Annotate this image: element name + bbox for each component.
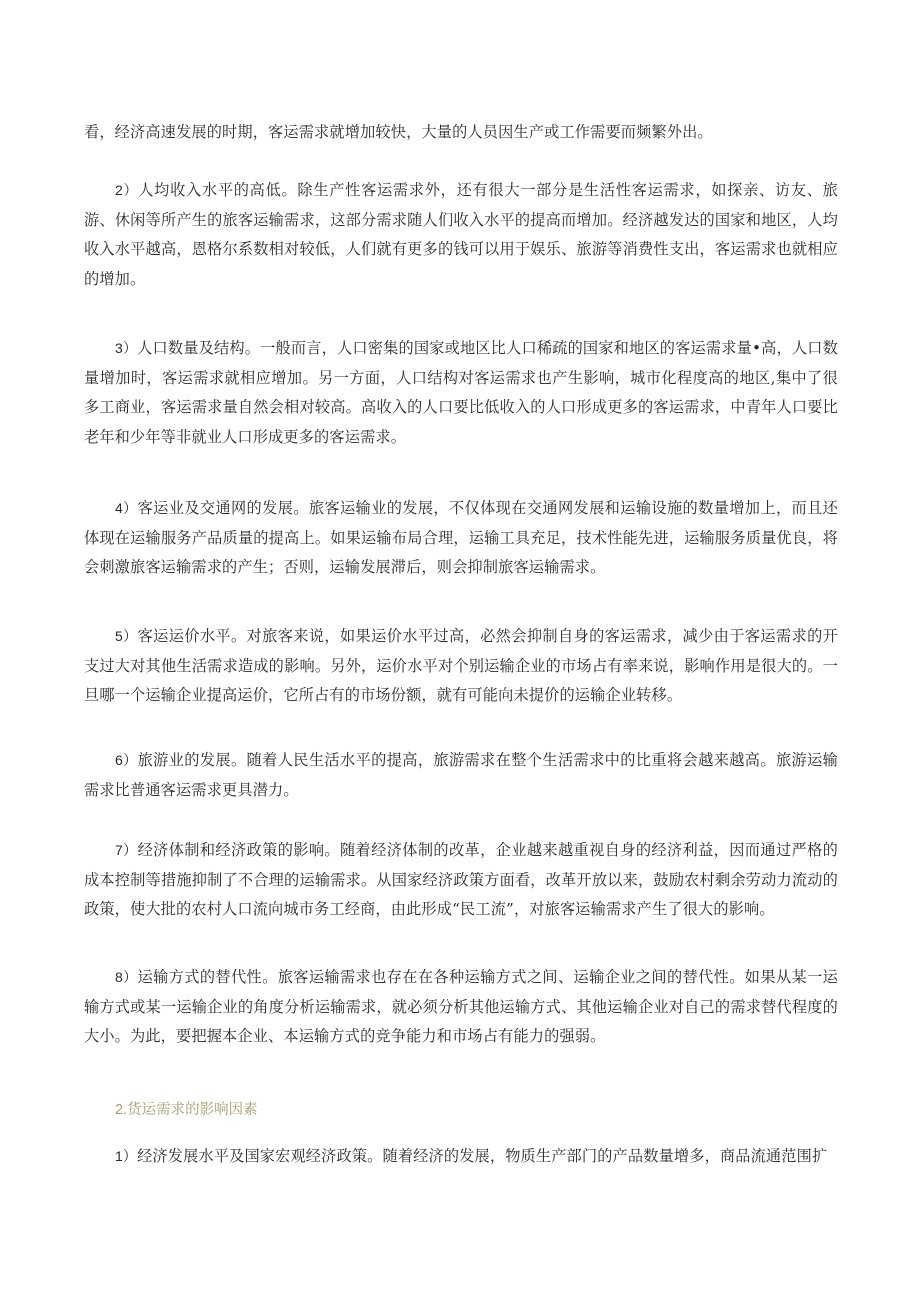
paragraph-item-8: 8）运输方式的替代性。旅客运输需求也存在在各种运输方式之间、运输企业之间的替代性。如果从某一运输方式或某一运输企业的角度分析运输需求，就必须分析其他运输方式、其他运输企业对自己的需求替代程度的大小。为此，要把握本企业、本运输方式的竞争能力和市场占有能力的强弱。 — [84, 968, 839, 1045]
section-heading: 2.货运需求的影响因素 — [115, 1102, 258, 1118]
paragraph-item-3: 3）人口数量及结构。一般而言，人口密集的国家或地区比人口稀疏的国家和地区的客运需求量•高，人口数量增加时，客运需求就相应增加。另一方面，人口结构对客运需求也产生影响，城市化程度高的地区,集中了很多工商业，客运需求量自然会相对较高。高收入的人口要比低收入的人口形成更多的客运需求，中青年人口要比老年和少年等非就业人口形成更多的客运需求。 — [84, 339, 838, 446]
item-number: 5） — [115, 628, 138, 644]
item-number: 2） — [115, 182, 139, 198]
item-number: 7） — [115, 842, 138, 858]
paragraph-item-6: 6）旅游业的发展。随着人民生活水平的提高，旅游需求在整个生活需求中的比重将会越来越高。旅游运输需求比普通客运需求更具潜力。 — [84, 751, 839, 799]
item-number: 8） — [115, 969, 138, 985]
paragraph-item-4: 4）客运业及交通网的发展。旅客运输业的发展，不仅体现在交通网发展和运输设施的数量增加上，而且还体现在运输服务产品质量的提高上。如果运输布局合理，运输工具充足，技术性能先进，运输服务质量优良，将会刺激旅客运输需求的产生；否则，运输发展滞后，则会抑制旅客运输需求。 — [84, 499, 839, 576]
paragraph-item-2: 2）人均收入水平的高低。除生产性客运需求外，还有很大一部分是生活性客运需求，如探亲、访友、旅游、休闲等所产生的旅客运输需求，这部分需求随人们收入水平的提高而增加。经济越发达的国家和地区，人均收入水平越高，恩格尔系数相对较低，人们就有更多的钱可以用于娱乐、旅游等消费性支出，客运需求也就相应的增加。 — [84, 181, 838, 288]
paragraph-continuation: 看，经济高速发展的时期，客运需求就增加较快，大量的人员因生产或工作需要而频繁外出。 — [84, 123, 713, 141]
paragraph-item-5: 5）客运运价水平。对旅客来说，如果运价水平过高，必然会抑制自身的客运需求，减少由于客运需求的开支过大对其他生活需求造成的影响。另外，运价水平对个别运输企业的市场占有率来说，影响作用是很大的。一旦哪一个运输企业提高运价，它所占有的市场份额，就有可能向未提价的运输企业转移。 — [84, 627, 839, 704]
item-number: 3） — [115, 340, 138, 356]
item-number: 4） — [115, 500, 138, 516]
paragraph-item-7: 7）经济体制和经济政策的影响。随着经济体制的改革，企业越来越重视自身的经济利益，因而通过严格的成本控制等措施抑制了不合理的运输需求。从国家经济政策方面看，改革开放以来，鼓励农村剩余劳动力流动的政策，使大批的农村人口流向城市务工经商，由此形成“民工流”，对旅客运输需求产生了很大的影响。 — [84, 841, 839, 918]
item-number: 1） — [115, 1148, 138, 1164]
paragraph-freight-item-1: 1）经济发展水平及国家宏观经济政策。随着经济的发展，物质生产部门的产品数量增多，商品流通范围扩 — [115, 1147, 828, 1165]
item-number: 6） — [115, 752, 138, 768]
